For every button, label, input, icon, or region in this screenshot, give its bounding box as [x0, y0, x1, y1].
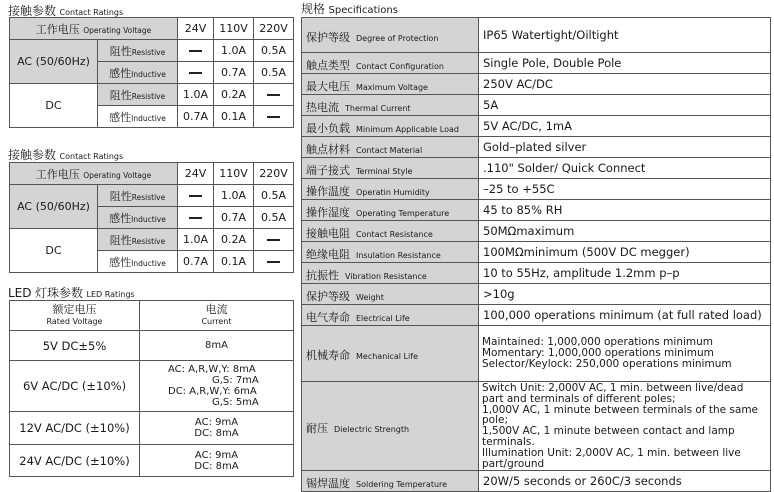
spec-label: [302, 382, 479, 471]
spec-row: [302, 382, 771, 471]
cell: [178, 40, 214, 62]
spec-label: [302, 18, 479, 53]
resistive-label: 阻性Resistive: [98, 185, 178, 207]
spec-row: [302, 179, 771, 200]
spec-label: [302, 305, 479, 326]
cell: 0.2A: [214, 229, 254, 251]
spec-value: [479, 305, 771, 326]
spec-label-cn: 绝缘电阻: [306, 247, 350, 261]
dash: [189, 72, 202, 74]
dash: [267, 116, 280, 118]
spec-value: [479, 200, 771, 221]
spec-label-en: Contact Configuration: [356, 61, 444, 71]
contact-ratings-table: [9, 17, 294, 128]
led-voltage: 24V AC/DC (±10%): [10, 445, 140, 477]
inductive-label: 感性Inductive: [98, 106, 178, 128]
spec-row: [302, 326, 771, 382]
spec-value: [479, 158, 771, 179]
cell: 0.5A: [254, 40, 294, 62]
spec-value: [479, 284, 771, 305]
spec-value: [479, 116, 771, 137]
contact-title-en: Contact Ratings: [59, 152, 124, 161]
spec-value: [479, 242, 771, 263]
dash: [267, 261, 280, 263]
dc-label: DC: [10, 84, 98, 128]
spec-row: [302, 242, 771, 263]
spec-label: [302, 179, 479, 200]
spec-value: [479, 382, 771, 471]
header-operating-voltage: 工作电压 Operating Voltage: [10, 163, 178, 185]
spec-value-line: 100MΩminimum (500V DC megger): [483, 245, 690, 259]
led-current: AC: 9mA DC: 8mA: [140, 445, 294, 477]
spec-row: [302, 18, 771, 53]
spec-label-cn: 触点材料: [306, 142, 350, 156]
spec-label-cn: 保护等级: [306, 30, 350, 44]
contact-title-en: Contact Ratings: [59, 8, 124, 17]
spec-label-cn: 触点类型: [306, 58, 350, 72]
header-24v: 24V: [178, 18, 214, 40]
cell: 0.5A: [254, 185, 294, 207]
led-current: 8mA: [140, 331, 294, 361]
inductive-label: 感性Inductive: [98, 251, 178, 273]
led-current: AC: 9mA DC: 8mA: [140, 412, 294, 445]
contact-title-cn: 接触参数: [8, 4, 57, 18]
spec-row: [302, 221, 771, 242]
cell: [254, 229, 294, 251]
cell: [178, 185, 214, 207]
spec-row: [302, 53, 771, 74]
spec-row: [302, 471, 771, 492]
led-voltage: 6V AC/DC (±10%): [10, 361, 140, 412]
cell: 0.7A: [214, 207, 254, 229]
spec-value-line: Maintained: 1,000,000 operations minimum: [482, 336, 714, 349]
cell: [254, 251, 294, 273]
spec-value-line: Illumination Unit: 2,000V AC, 1 min. between live part/ground: [482, 446, 741, 470]
spec-row: [302, 95, 771, 116]
cell: 1.0A: [214, 40, 254, 62]
spec-row: [302, 158, 771, 179]
spec-row: [302, 137, 771, 158]
cell: [178, 62, 214, 84]
spec-label-cn: 接触电阻: [306, 226, 350, 240]
spec-label: [302, 74, 479, 95]
spec-label-en: Contact Resistance: [356, 229, 433, 239]
header-current: 电流 Current: [140, 301, 294, 331]
spec-value: [479, 179, 771, 200]
spec-label-cn: 机械寿命: [306, 349, 350, 362]
ac-label: AC (50/60Hz): [10, 40, 98, 84]
spec-row: [302, 200, 771, 221]
dash: [189, 195, 202, 197]
contact-ratings-title-2: [8, 146, 123, 163]
led-ratings-title: LED 灯珠参数 LED Ratings: [8, 286, 135, 300]
spec-row: [302, 284, 771, 305]
spec-label-en: Operatin Humidity: [356, 187, 430, 197]
spec-label: [302, 95, 479, 116]
spec-label-en: Vibration Resistance: [345, 271, 427, 281]
spec-value-line: 10 to 55Hz, amplitude 1.2mm p–p: [483, 266, 680, 280]
spec-value: [479, 471, 771, 492]
spec-value: [479, 74, 771, 95]
spec-label-en: Terminal Style: [356, 166, 413, 176]
spec-label: [302, 326, 479, 382]
cell: 0.1A: [214, 106, 254, 128]
spec-label: [302, 242, 479, 263]
spec-row: [302, 74, 771, 95]
spec-value-line: 20W/5 seconds or 260C/3 seconds: [483, 474, 682, 489]
cell: 0.1A: [214, 251, 254, 273]
spec-label-cn: 操作湿度: [306, 205, 350, 219]
inductive-label: 感性Inductive: [98, 62, 178, 84]
spec-label-en: Soldering Temperature: [356, 479, 448, 489]
spec-value: [479, 95, 771, 116]
contact-ratings-table-2: [9, 162, 294, 273]
ac-label: AC (50/60Hz): [10, 185, 98, 229]
header-220v: 220V: [254, 18, 294, 40]
spec-label-en: Operating Temperature: [356, 208, 450, 218]
cell: 0.7A: [214, 62, 254, 84]
dash: [189, 217, 202, 219]
header-110v: 110V: [214, 18, 254, 40]
spec-label-cn: 操作温度: [306, 184, 350, 198]
spec-value-line: Selector/Keylock: 250,000 operations minimum: [482, 357, 732, 370]
spec-label-cn: 电气寿命: [306, 310, 350, 324]
spec-value-line: 5A: [483, 98, 499, 112]
spec-value-line: Single Pole, Double Pole: [483, 56, 622, 70]
spec-value-line: 1,000V AC, 1 minute between terminals of the same pole;: [482, 403, 759, 427]
resistive-label: 阻性Resistive: [98, 40, 178, 62]
spec-label-en: Weight: [356, 292, 384, 302]
spec-value-line: –25 to +55C: [483, 182, 555, 196]
spec-label-cn: 最大电压: [306, 79, 350, 93]
spec-value: [479, 326, 771, 382]
spec-label: [302, 200, 479, 221]
cell: [178, 207, 214, 229]
cell: [254, 84, 294, 106]
spec-label: [302, 263, 479, 284]
header-operating-voltage: 工作电压 Operating Voltage: [10, 18, 178, 40]
spec-label: [302, 471, 479, 492]
spec-label: [302, 158, 479, 179]
spec-value-line: Gold–plated silver: [483, 140, 587, 154]
spec-label-en: Contact Material: [356, 145, 423, 155]
dc-label: DC: [10, 229, 98, 273]
spec-row: [302, 116, 771, 137]
contact-title-cn: 接触参数: [8, 148, 57, 162]
spec-label: [302, 221, 479, 242]
spec-value-line: 50MΩmaximum: [483, 224, 575, 238]
spec-value-line: 100,000 operations minimum (at full rated load): [483, 308, 762, 322]
dash: [267, 239, 280, 241]
spec-label-en: Thermal Current: [345, 103, 411, 113]
spec-row: [302, 305, 771, 326]
spec-label-cn: 耐压: [306, 421, 328, 435]
dash: [189, 50, 202, 52]
header-220v: 220V: [254, 163, 294, 185]
spec-value: [479, 53, 771, 74]
spec-label-cn: 锡焊温度: [306, 476, 350, 490]
spec-value: [479, 137, 771, 158]
resistive-label: 阻性Resistive: [98, 84, 178, 106]
spec-value-line: .110" Solder/ Quick Connect: [483, 161, 646, 175]
spec-label: [302, 53, 479, 74]
resistive-label: 阻性Resistive: [98, 229, 178, 251]
spec-value-line: 250V AC/DC: [483, 77, 553, 91]
cell: 1.0A: [214, 185, 254, 207]
dash: [267, 94, 280, 96]
cell: 0.2A: [214, 84, 254, 106]
specifications-title: 规格 Specifications: [301, 2, 398, 16]
spec-value-line: Switch Unit: 2,000V AC, 1 min. between live/dead part and terminals of different poles;: [482, 382, 744, 405]
cell: 0.5A: [254, 207, 294, 229]
specifications-table: [301, 17, 771, 492]
spec-label-en: Insulation Resistance: [356, 250, 441, 260]
cell: [254, 106, 294, 128]
spec-label: [302, 116, 479, 137]
spec-value-line: 1,500V AC, 1 minute between contact and lamp terminals.: [482, 425, 735, 448]
spec-label-en: Dielectric Strength: [334, 424, 410, 434]
spec-value-line: 5V AC/DC, 1mA: [483, 119, 572, 133]
cell: 1.0A: [178, 84, 214, 106]
spec-value-line: Momentary: 1,000,000 operations minimum: [482, 347, 714, 360]
spec-label-en: Minimum Applicable Load: [356, 124, 459, 134]
cell: 0.5A: [254, 62, 294, 84]
spec-row: [302, 263, 771, 284]
spec-label-en: Mechanical Life: [356, 352, 418, 361]
led-ratings-table: [9, 300, 294, 477]
spec-value-line: >10g: [483, 287, 515, 301]
spec-value-line: 45 to 85% RH: [483, 203, 563, 217]
spec-label-cn: 端子接式: [306, 163, 350, 177]
cell: 1.0A: [178, 229, 214, 251]
spec-label: [302, 284, 479, 305]
led-current: AC: A,R,W,Y: 8mA G,S: 7mA DC: A,R,W,Y: 6mA G,S: 5mA: [140, 361, 294, 412]
spec-label-cn: 保护等级: [306, 289, 350, 303]
led-voltage: 5V DC±5%: [10, 331, 140, 361]
header-24v: 24V: [178, 163, 214, 185]
inductive-label: 感性Inductive: [98, 207, 178, 229]
spec-value: [479, 18, 771, 53]
spec-label-en: Maximum Voltage: [356, 82, 428, 92]
spec-value: [479, 263, 771, 284]
spec-label-en: Degree of Protection: [356, 33, 439, 43]
spec-label-en: Electrical Life: [356, 313, 410, 323]
cell: 0.7A: [178, 106, 214, 128]
spec-label-cn: 最小负载: [306, 121, 350, 135]
spec-value: [479, 221, 771, 242]
header-110v: 110V: [214, 163, 254, 185]
spec-label: [302, 137, 479, 158]
header-rated-voltage: 额定电压 Rated Voltage: [10, 301, 140, 331]
spec-label-cn: 抗振性: [306, 268, 339, 282]
cell: 0.7A: [178, 251, 214, 273]
spec-value-line: IP65 Watertight/Oiltight: [483, 28, 619, 42]
led-voltage: 12V AC/DC (±10%): [10, 412, 140, 445]
spec-label-cn: 热电流: [306, 100, 339, 114]
